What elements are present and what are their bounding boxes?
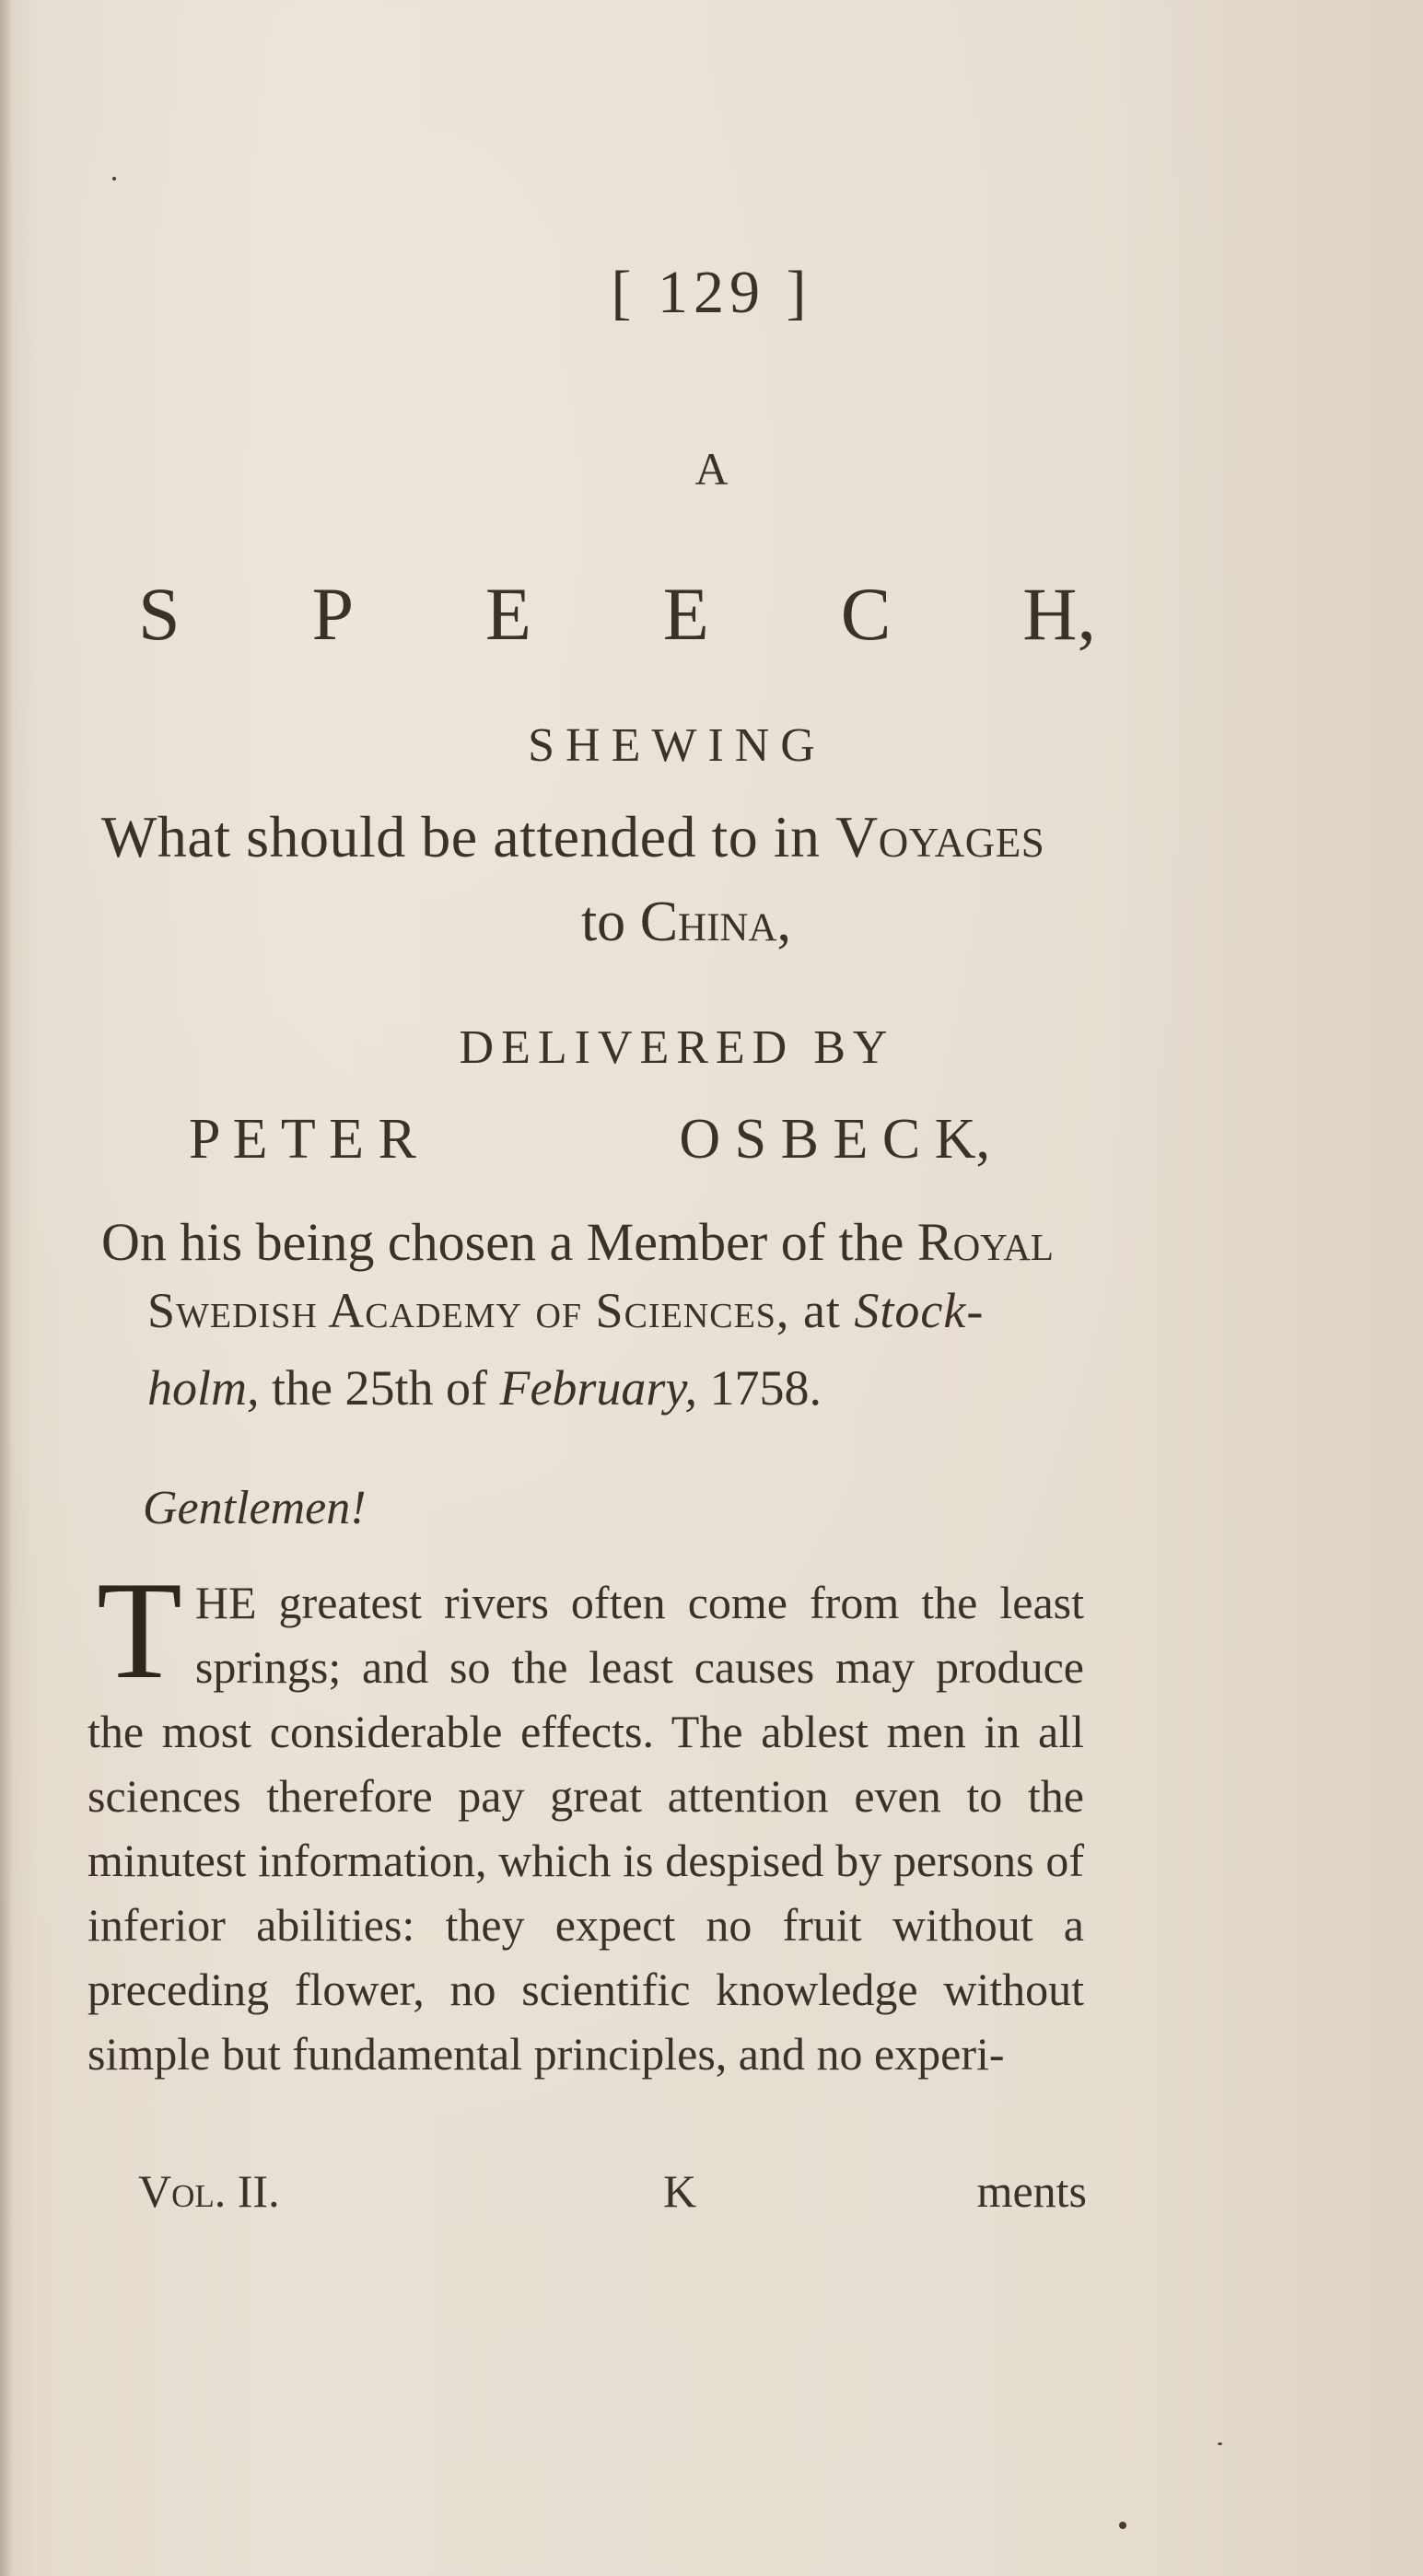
occasion-line-3 (147, 1359, 822, 1416)
page-number: [ 129 ] (611, 259, 812, 326)
salutation: Gentlemen! (143, 1482, 367, 1534)
occasion-month: February, (499, 1360, 697, 1416)
occasion-stock: Stock- (854, 1283, 985, 1338)
speech-letter: P (311, 572, 355, 656)
drop-cap: T (97, 1553, 182, 1708)
speech-letter: S (138, 572, 181, 656)
subject-text: What should be attended to in (101, 804, 821, 869)
occasion-date-text: the 25th of (272, 1360, 487, 1416)
paper-speck (1119, 2522, 1126, 2529)
paper-speck (1218, 2442, 1222, 2445)
occasion-line-2 (147, 1282, 984, 1339)
title-speech (138, 571, 1096, 658)
speech-letter: H, (1022, 572, 1096, 656)
author-name (189, 1107, 990, 1172)
subject-destination (0, 890, 1372, 955)
occasion-royal: Royal (916, 1212, 1054, 1272)
occasion-holm: holm, (147, 1360, 260, 1416)
body-text: HE greatest rivers often come from the least springs; and so the least causes may produce the most considerable effects. The ablest men in all sciences therefore pay great attention even to the minutest information, which is despised by persons of inferior abilities: they expect no fruit without a preceding flower, no scientific knowledge without simple but fundamental principles, and no experi- (87, 1577, 1084, 2080)
occasion-academy: Swedish Academy of Sciences, (147, 1283, 790, 1338)
footer-volume: Vol. II. (138, 2165, 280, 2217)
occasion-at: at (802, 1283, 841, 1338)
occasion-text: On his being chosen a Member of the (101, 1212, 904, 1272)
title-article: A (694, 443, 729, 495)
speech-letter: E (484, 572, 531, 656)
subject-to: to (580, 891, 626, 953)
subject-line (101, 803, 1044, 871)
occasion-line-1 (101, 1211, 1054, 1273)
title-shewing: SHEWING (528, 719, 826, 772)
footer-catchword: ments (976, 2165, 1087, 2217)
paper-speck (112, 177, 116, 181)
author-last-name: O S B E C K, (679, 1108, 990, 1171)
body-paragraph (87, 1553, 1084, 2086)
speech-letter: C (840, 572, 892, 656)
speech-letter: E (662, 572, 709, 656)
footer-signature-mark: K (663, 2165, 697, 2217)
subject-voyages: Voyages (835, 804, 1045, 869)
page-edge-shadow (0, 0, 13, 2576)
subject-china: China, (639, 891, 792, 953)
delivered-by: DELIVERED BY (459, 1021, 895, 1074)
occasion-year: 1758. (709, 1360, 822, 1416)
author-first-name: P E T E R (189, 1108, 416, 1171)
